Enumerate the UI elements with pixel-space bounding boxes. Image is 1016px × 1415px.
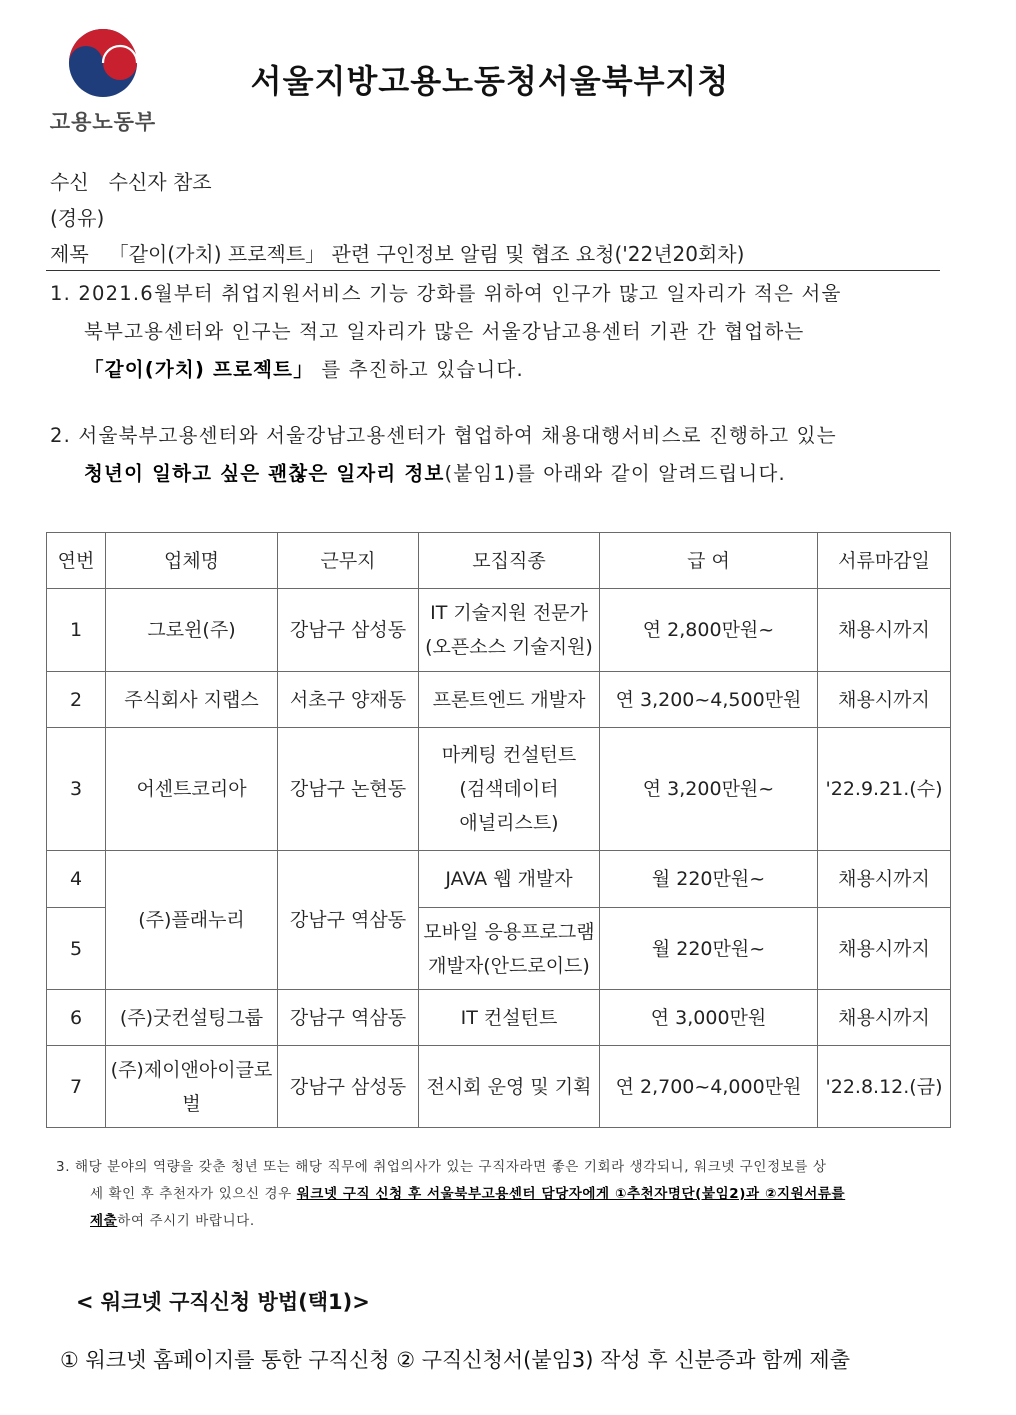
salary: 연 2,700~4,000만원 (600, 1046, 818, 1128)
company-name: (주)제이앤아이글로 벌 (106, 1046, 278, 1128)
work-location: 강남구 역삼동 (278, 990, 419, 1046)
worknet-method-title: < 워크넷 구직신청 방법(택1)> (76, 1290, 370, 1314)
application-deadline: '22.9.21.(수) (818, 728, 951, 851)
company-name: 어센트코리아 (106, 728, 278, 851)
column-header: 연번 (47, 533, 106, 589)
paragraph-1-line-2: 북부고용센터와 인구는 적고 일자리가 많은 서울강남고용센터 기관 간 협업하는 (84, 320, 805, 343)
subject-label: 제목 (50, 242, 89, 266)
company-name: 그로윈(주) (106, 589, 278, 672)
company-name: (주)굿컨설팅그룹 (106, 990, 278, 1046)
note-line-1: 3. 해당 분야의 역량을 갖춘 청년 또는 해당 직무에 취업의사가 있는 구직자라면 좋은 기회라 생각되니, 워크넷 구인정보를 상 (56, 1159, 827, 1175)
application-deadline: 채용시까지 (818, 851, 951, 908)
recipient-row (50, 166, 212, 195)
job-info-highlight: 청년이 일하고 싶은 괜찮은 일자리 정보 (84, 462, 445, 485)
paragraph-1-line-1: 1. 2021.6월부터 취업지원서비스 기능 강화를 위하여 인구가 많고 일자리가 적은 서울 (50, 282, 842, 305)
ministry-logo-text: 고용노동부 (49, 110, 157, 134)
paragraph-2-line-2: 청년이 일하고 싶은 괜찮은 일자리 정보(붙임1)를 아래와 같이 알려드립니다. (84, 462, 786, 485)
work-location: 강남구 삼성동 (278, 589, 419, 672)
column-header: 서류마감일 (818, 533, 951, 589)
row-number: 3 (47, 728, 106, 851)
recipient-value: 수신자 참조 (108, 170, 212, 194)
header-divider (46, 270, 940, 271)
row-number: 1 (47, 589, 106, 672)
job-type: JAVA 웹 개발자 (419, 851, 600, 908)
job-type: IT 기술지원 전문가 (오픈소스 기술지원) (419, 589, 600, 672)
paragraph-2-line-1: 2. 서울북부고용센터와 서울강남고용센터가 협업하여 채용대행서비스로 진행하고 있는 (50, 424, 837, 447)
subject-row (50, 238, 744, 267)
job-type: 전시회 운영 및 기획 (419, 1046, 600, 1128)
table-header-row (47, 533, 951, 589)
salary: 연 3,200만원~ (600, 728, 818, 851)
work-location: 강남구 삼성동 (278, 1046, 419, 1128)
salary: 연 3,000만원 (600, 990, 818, 1046)
table-row (47, 851, 951, 908)
job-type: 마케팅 컨설턴트 (검색데이터 애널리스트) (419, 728, 600, 851)
recipient-label: 수신 (50, 170, 89, 194)
job-type: 프론트엔드 개발자 (419, 672, 600, 728)
salary: 월 220만원~ (600, 908, 818, 990)
note-line-3: 제출하여 주시기 바랍니다. (90, 1213, 255, 1229)
via-row (50, 202, 104, 231)
row-number: 2 (47, 672, 106, 728)
salary: 월 220만원~ (600, 851, 818, 908)
salary: 연 2,800만원~ (600, 589, 818, 672)
row-number: 6 (47, 990, 106, 1046)
note-emphasis: 워크넷 구직 신청 후 서울북부고용센터 담당자에게 ①추천자명단(붙임2)과 ②지원서류를 (296, 1186, 846, 1202)
application-deadline: 채용시까지 (818, 990, 951, 1046)
worknet-method-options: ① 워크넷 홈페이지를 통한 구직신청 ② 구직신청서(붙임3) 작성 후 신분증과 함께 제출 (60, 1348, 850, 1372)
table-row (47, 1046, 951, 1128)
table-row (47, 589, 951, 672)
table-row (47, 990, 951, 1046)
column-header: 근무지 (278, 533, 419, 589)
note-line-2: 세 확인 후 추천자가 있으신 경우 워크넷 구직 신청 후 서울북부고용센터 담당자에게 ①추천자명단(붙임2)과 ②지원서류를 (90, 1186, 846, 1202)
ministry-logo (48, 26, 158, 136)
column-header: 급 여 (600, 533, 818, 589)
project-name: 「같이(가치) 프로젝트」 (84, 358, 314, 381)
row-number: 5 (47, 908, 106, 990)
row-number: 4 (47, 851, 106, 908)
organization-title: 서울지방고용노동청서울북부지청 (250, 62, 730, 100)
company-name: (주)플래누리 (106, 851, 278, 990)
application-deadline: 채용시까지 (818, 589, 951, 672)
column-header: 모집직종 (419, 533, 600, 589)
work-location: 강남구 논현동 (278, 728, 419, 851)
work-location: 서초구 양재동 (278, 672, 419, 728)
paragraph-1-line-3: 「같이(가치) 프로젝트」 를 추진하고 있습니다. (84, 358, 524, 381)
application-deadline: 채용시까지 (818, 672, 951, 728)
table-row (47, 672, 951, 728)
salary: 연 3,200~4,500만원 (600, 672, 818, 728)
subject-value: 「같이(가치) 프로젝트」 관련 구인정보 알림 및 협조 요청('22년20회차) (108, 242, 745, 266)
column-header: 업체명 (106, 533, 278, 589)
job-type: IT 컨설턴트 (419, 990, 600, 1046)
company-name: 주식회사 지랩스 (106, 672, 278, 728)
work-location: 강남구 역삼동 (278, 851, 419, 990)
job-type: 모바일 응용프로그램 개발자(안드로이드) (419, 908, 600, 990)
via-label: (경유) (50, 206, 105, 230)
table-row (47, 728, 951, 851)
application-deadline: '22.8.12.(금) (818, 1046, 951, 1128)
taegeuk-emblem-icon (66, 26, 140, 100)
application-deadline: 채용시까지 (818, 908, 951, 990)
row-number: 7 (47, 1046, 106, 1128)
job-listings-table (46, 532, 951, 1128)
